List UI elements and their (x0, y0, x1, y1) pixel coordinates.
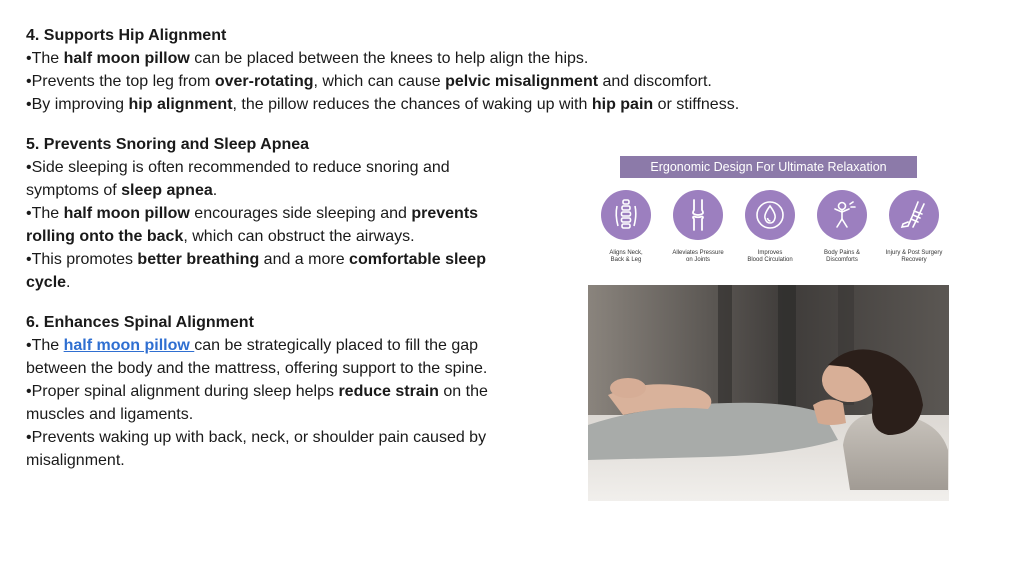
feature-blood-circulation (734, 190, 806, 264)
bullet: •Side sleeping is often recommended to reduce snoring and symptoms of sleep apnea. (26, 159, 450, 199)
feature-label: Aligns Neck, Back & Leg (609, 250, 643, 263)
bullet: •By improving hip alignment, the pillow reduces the chances of waking up with hip pain or stiffness. (26, 96, 740, 113)
section-snoring-sleep-apnea (26, 133, 526, 294)
feature-label: Improves Blood Circulation (747, 250, 793, 263)
feature-injury-recovery (878, 190, 950, 264)
feature-body-pains (806, 190, 878, 264)
bullet: •Proper spinal alignment during sleep helps reduce strain on the muscles and ligaments. (26, 383, 488, 423)
infographic-banner: Ergonomic Design For Ultimate Relaxation (620, 156, 917, 178)
feature-label: Injury & Post Surgery Recovery (885, 250, 943, 263)
bullet: •The half moon pillow encourages side sleeping and prevents rolling onto the back, which can obstruct the airways. (26, 205, 479, 245)
section-spinal-alignment (26, 311, 526, 472)
half-moon-pillow-link[interactable]: half moon pillow (63, 337, 195, 354)
bullet: •Prevents waking up with back, neck, or shoulder pain caused by misalignment. (26, 429, 487, 469)
ergonomic-design-infographic (590, 150, 950, 270)
section-hip-alignment (26, 24, 826, 116)
feature-aligns-neck (590, 190, 662, 264)
bullet: •This promotes better breathing and a more comfortable sleep cycle. (26, 251, 486, 291)
blood-drop-icon (745, 190, 795, 240)
feature-label: Alleviates Pressure on Joints (672, 250, 724, 263)
woman-on-pillow-photo (588, 285, 949, 501)
spine-icon (601, 190, 651, 240)
feature-alleviates-pressure (662, 190, 734, 264)
feature-label: Body Pains & Discomforts (823, 250, 861, 263)
section-heading: 6. Enhances Spinal Alignment (26, 314, 254, 331)
section-heading: 5. Prevents Snoring and Sleep Apnea (26, 136, 310, 153)
body-pain-icon (817, 190, 867, 240)
section-heading: 4. Supports Hip Alignment (26, 27, 227, 44)
bullet: •Prevents the top leg from over-rotating, which can cause pelvic misalignment and discomfort. (26, 73, 712, 90)
knee-joint-icon (673, 190, 723, 240)
bullet: •The half moon pillow can be strategically placed to fill the gap between the body and the mattress, offering support to the spine. (26, 337, 488, 377)
bullet: •The half moon pillow can be placed between the knees to help align the hips. (26, 50, 589, 67)
leg-bandage-icon (889, 190, 939, 240)
